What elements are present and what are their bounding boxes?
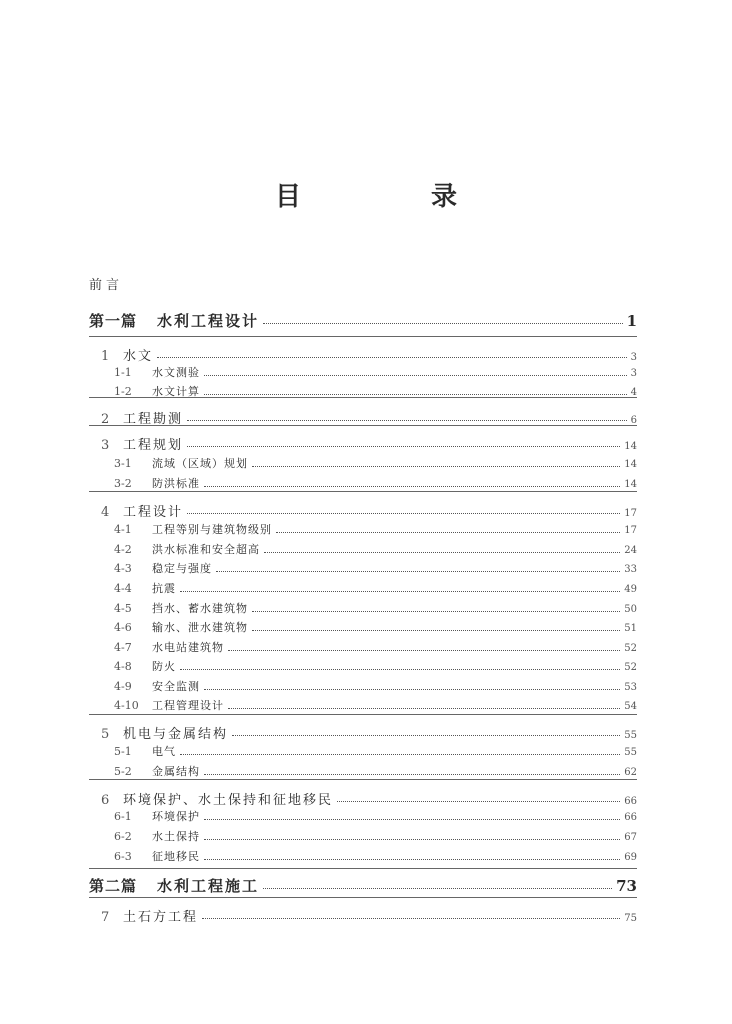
- toc-entry-title: 水文: [123, 349, 154, 364]
- toc-leader-dots: [232, 735, 620, 736]
- toc-part-entry[interactable]: [89, 875, 637, 896]
- page-title: 目 录: [274, 182, 509, 212]
- toc-sec-entry[interactable]: [114, 658, 637, 674]
- toc-entry-title: 电气: [152, 745, 176, 758]
- toc-chap-entry[interactable]: [101, 789, 637, 808]
- toc-leader-dots: [204, 774, 620, 775]
- toc-part-entry[interactable]: [89, 310, 637, 331]
- toc-sec-entry[interactable]: [114, 697, 637, 713]
- toc-entry-page: 24: [624, 545, 637, 556]
- toc-entry-number: 6-3: [114, 850, 132, 863]
- toc-entry-title: 水电站建筑物: [152, 641, 224, 654]
- toc-entry-title: 机电与金属结构: [123, 727, 229, 742]
- toc-entry-number: 4-10: [114, 699, 139, 712]
- toc-entry-page: 33: [624, 564, 637, 575]
- toc-entry-page: 6: [630, 415, 637, 426]
- toc-entry-number: 4-5: [114, 602, 132, 615]
- toc-entry-page: 53: [624, 682, 637, 693]
- toc-sec-entry[interactable]: [114, 848, 637, 864]
- toc-sec-entry[interactable]: [114, 521, 637, 537]
- toc-entry-number: 6: [101, 793, 110, 808]
- toc-divider: [89, 714, 637, 715]
- toc-sec-entry[interactable]: [114, 639, 637, 655]
- toc-leader-dots: [252, 466, 620, 467]
- toc-entry-title: 水土保持: [152, 830, 200, 843]
- toc-entry-page: 14: [624, 459, 637, 470]
- toc-chap-entry[interactable]: [101, 408, 637, 427]
- toc-leader-dots: [204, 689, 620, 690]
- toc-sec-entry[interactable]: [114, 678, 637, 694]
- toc-sec-entry[interactable]: [114, 475, 637, 491]
- toc-leader-dots: [204, 375, 627, 376]
- toc-divider: [89, 868, 637, 869]
- toc-entry-page: 52: [624, 662, 637, 673]
- toc-leader-dots: [263, 323, 623, 324]
- toc-entry-title: 工程规划: [123, 438, 184, 453]
- toc-sec-entry[interactable]: [114, 580, 637, 596]
- toc-entry-number: 4-9: [114, 680, 132, 693]
- toc-sec-entry[interactable]: [114, 828, 637, 844]
- toc-entry-page: 67: [624, 832, 637, 843]
- toc-entry-number: 1-2: [114, 385, 132, 398]
- toc-leader-dots: [252, 611, 620, 612]
- toc-entry-page: 75: [624, 913, 637, 924]
- toc-chap-entry[interactable]: [101, 345, 637, 364]
- toc-entry-number: 1: [101, 349, 110, 364]
- toc-entry-number: 5: [101, 727, 110, 742]
- toc-sec-entry[interactable]: [114, 619, 637, 635]
- toc-entry-page: 1: [626, 312, 637, 330]
- toc-entry-page: 14: [624, 479, 637, 490]
- toc-entry-page: 17: [624, 525, 637, 536]
- toc-entry-number: 5-2: [114, 765, 132, 778]
- toc-entry-page: 66: [624, 796, 637, 807]
- toc-leader-dots: [252, 630, 620, 631]
- toc-leader-dots: [204, 486, 620, 487]
- toc-entry-number: 6-2: [114, 830, 132, 843]
- toc-leader-dots: [180, 669, 620, 670]
- toc-entry-page: 3: [630, 368, 637, 379]
- toc-leader-dots: [264, 552, 620, 553]
- toc-entry-title: 工程管理设计: [152, 699, 224, 712]
- toc-entry-title: 挡水、蓄水建筑物: [152, 602, 248, 615]
- toc-sec-entry[interactable]: [114, 364, 637, 380]
- toc-entry-number: 4-6: [114, 621, 132, 634]
- toc-leader-dots: [204, 819, 620, 820]
- toc-leader-dots: [187, 420, 627, 421]
- toc-entry-number: 7: [101, 910, 110, 925]
- toc-entry-page: 54: [624, 701, 637, 712]
- toc-entry-page: 51: [624, 623, 637, 634]
- toc-leader-dots: [337, 801, 620, 802]
- toc-entry-title: 环境保护: [152, 810, 200, 823]
- toc-chap-entry[interactable]: [101, 906, 637, 925]
- toc-entry-title: 防火: [152, 660, 176, 673]
- toc-entry-number: 第二篇: [89, 877, 138, 895]
- toc-entry-title: 水文测验: [152, 366, 200, 379]
- toc-entry-page: 4: [630, 387, 637, 398]
- toc-leader-dots: [228, 708, 620, 709]
- toc-divider: [89, 897, 637, 898]
- toc-entry-title: 流域（区域）规划: [152, 457, 248, 470]
- toc-divider: [89, 779, 637, 780]
- toc-leader-dots: [157, 357, 627, 358]
- toc-chap-entry[interactable]: [101, 723, 637, 742]
- toc-chap-entry[interactable]: [101, 434, 637, 453]
- toc-sec-entry[interactable]: [114, 763, 637, 779]
- toc-sec-entry[interactable]: [114, 600, 637, 616]
- toc-entry-number: 1-1: [114, 366, 132, 379]
- toc-entry-title: 防洪标准: [152, 477, 200, 490]
- toc-entry-title: 安全监测: [152, 680, 200, 693]
- toc-entry-number: 6-1: [114, 810, 132, 823]
- toc-leader-dots: [180, 754, 620, 755]
- toc-entry-page: 66: [624, 812, 637, 823]
- toc-entry-number: 2: [101, 412, 110, 427]
- toc-entry-title: 水文计算: [152, 385, 200, 398]
- toc-divider: [89, 336, 637, 337]
- toc-entry-page: 73: [616, 877, 637, 895]
- toc-entry-number: 5-1: [114, 745, 132, 758]
- toc-leader-dots: [187, 513, 620, 514]
- toc-entry-title: 征地移民: [152, 850, 200, 863]
- toc-leader-dots: [204, 394, 627, 395]
- toc-entry-number: 3: [101, 438, 110, 453]
- toc-entry-page: 3: [630, 352, 637, 363]
- toc-entry-number: 第一篇: [89, 312, 138, 330]
- toc-entry-page: 49: [624, 584, 637, 595]
- toc-entry-title: 环境保护、水土保持和征地移民: [123, 793, 334, 808]
- toc-entry-page: 69: [624, 852, 637, 863]
- toc-leader-dots: [263, 888, 612, 889]
- toc-entry-title: 洪水标准和安全超高: [152, 543, 260, 556]
- toc-entry-title: 工程设计: [123, 505, 184, 520]
- toc-leader-dots: [204, 859, 620, 860]
- toc-entry-number: 4-8: [114, 660, 132, 673]
- toc-leader-dots: [204, 839, 620, 840]
- toc-entry-number: 4-2: [114, 543, 132, 556]
- toc-entry-title: 抗震: [152, 582, 176, 595]
- toc-leader-dots: [276, 532, 620, 533]
- toc-preface[interactable]: 前言: [89, 278, 124, 293]
- toc-entry-page: 55: [624, 730, 637, 741]
- toc-entry-title: 土石方工程: [123, 910, 199, 925]
- toc-entry-number: 4-7: [114, 641, 132, 654]
- toc-entry-title: 工程等别与建筑物级别: [152, 523, 272, 536]
- toc-leader-dots: [228, 650, 620, 651]
- toc-sec-entry[interactable]: [114, 808, 637, 824]
- toc-entry-page: 50: [624, 604, 637, 615]
- toc-sec-entry[interactable]: [114, 455, 637, 471]
- toc-entry-title: 工程勘测: [123, 412, 184, 427]
- toc-leader-dots: [180, 591, 620, 592]
- toc-entry-title: 水利工程设计: [157, 312, 260, 330]
- toc-sec-entry[interactable]: [114, 560, 637, 576]
- toc-entry-page: 55: [624, 747, 637, 758]
- toc-leader-dots: [216, 571, 620, 572]
- toc-entry-number: 4-4: [114, 582, 132, 595]
- toc-entry-number: 4-1: [114, 523, 132, 536]
- toc-entry-number: 4: [101, 505, 110, 520]
- toc-entry-page: 14: [624, 441, 637, 452]
- toc-sec-entry[interactable]: [114, 743, 637, 759]
- toc-entry-number: 4-3: [114, 562, 132, 575]
- toc-sec-entry[interactable]: [114, 383, 637, 399]
- toc-leader-dots: [202, 918, 620, 919]
- toc-entry-title: 稳定与强度: [152, 562, 212, 575]
- toc-sec-entry[interactable]: [114, 541, 637, 557]
- toc-entry-page: 62: [624, 767, 637, 778]
- toc-entry-number: 3-2: [114, 477, 132, 490]
- toc-leader-dots: [187, 446, 620, 447]
- toc-entry-page: 52: [624, 643, 637, 654]
- toc-entry-page: 17: [624, 508, 637, 519]
- toc-entry-number: 3-1: [114, 457, 132, 470]
- toc-entry-title: 输水、泄水建筑物: [152, 621, 248, 634]
- toc-chap-entry[interactable]: [101, 501, 637, 520]
- toc-entry-title: 水利工程施工: [157, 877, 260, 895]
- toc-entry-title: 金属结构: [152, 765, 200, 778]
- toc-divider: [89, 491, 637, 492]
